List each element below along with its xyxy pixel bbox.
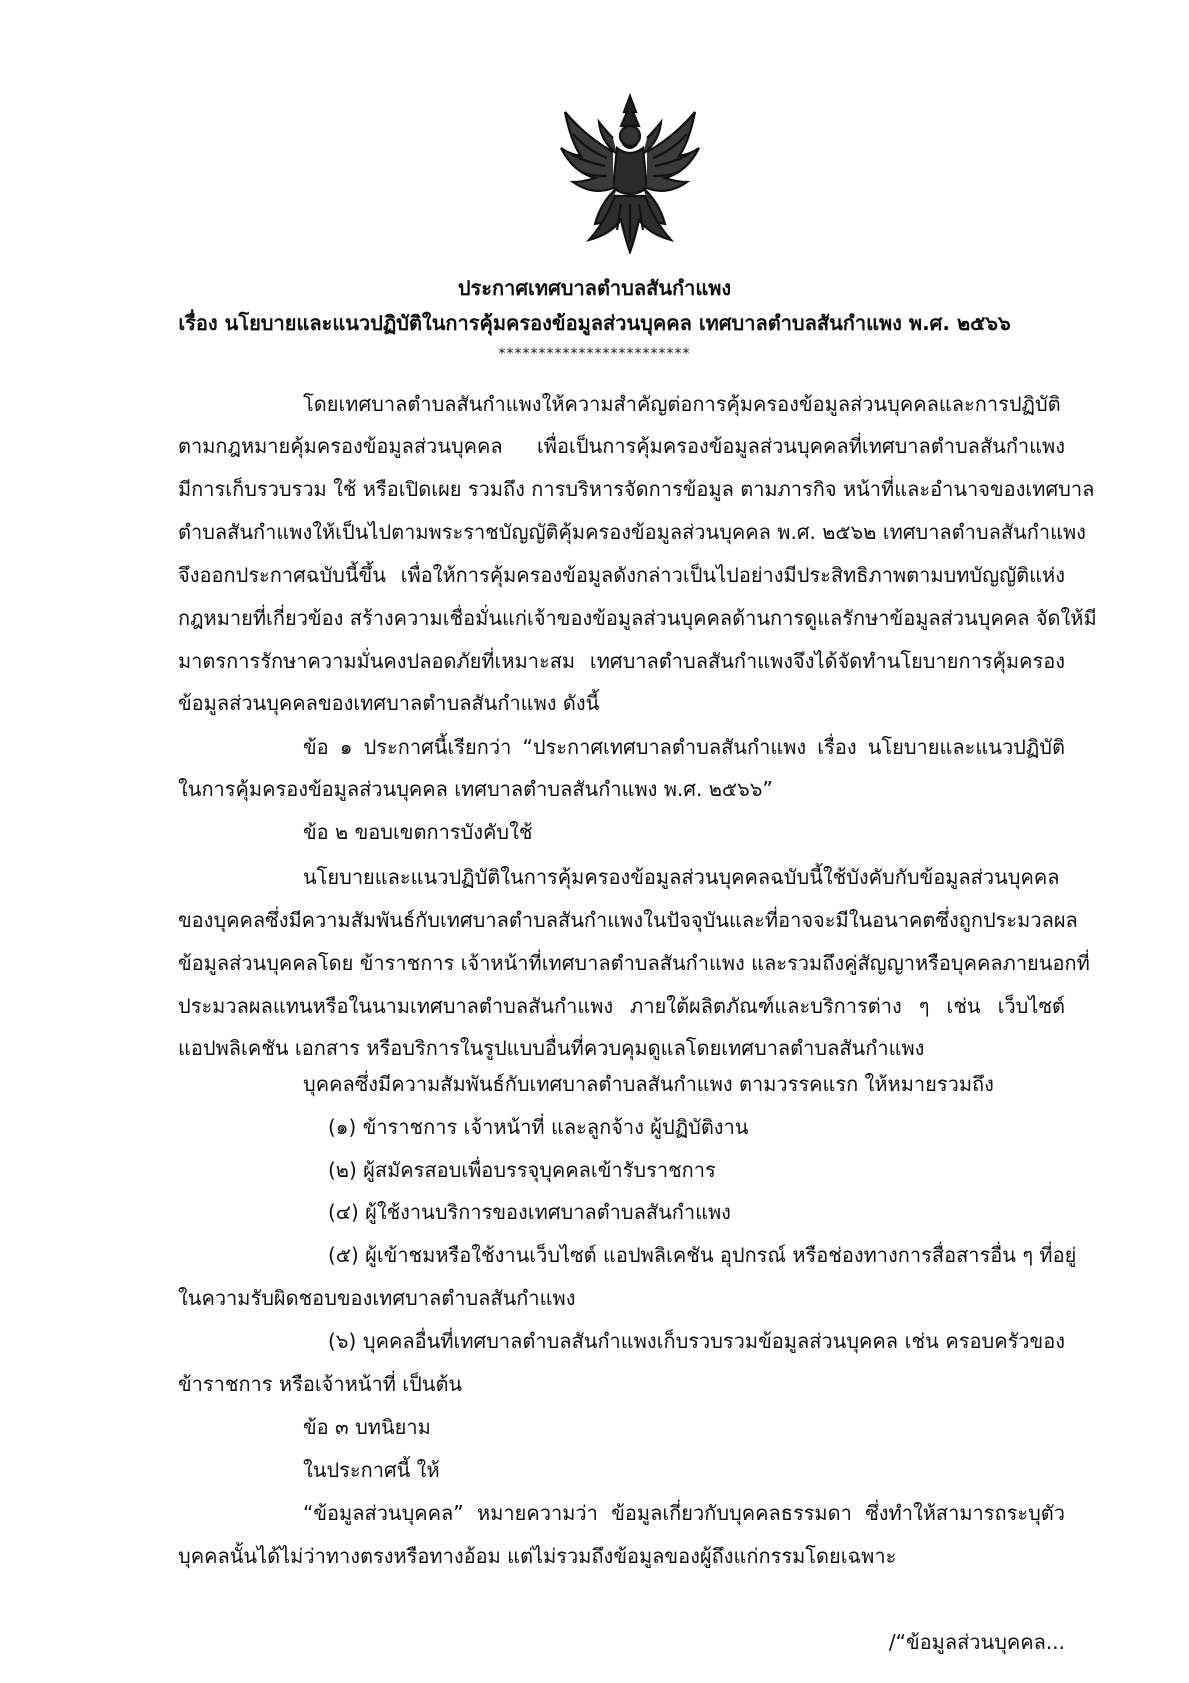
intro-line-8: ข้อมูลส่วนบุคคลของเทศบาลตำบลสันกำแพง ดังนี้ <box>178 691 600 715</box>
intro-line-6: กฎหมายที่เกี่ยวข้อง สร้างความเชื่อมั่นแก่เจ้าของข้อมูลส่วนบุคคลด้านการดูแลรักษาข้อมูลส่วนบุคคล จัดให้มี <box>178 606 1097 630</box>
agency-heading: ประกาศเทศบาลตำบลสันกำแพง <box>457 276 732 300</box>
clause3-intro: ในประกาศนี้ ให้ <box>303 1458 440 1482</box>
clause2-heading: ข้อ ๒ ขอบเขตการบังคับใช้ <box>303 820 533 844</box>
intro-line-4: ตำบลสันกำแพงให้เป็นไปตามพระราชบัญญัติคุ้มครองข้อมูลส่วนบุคคล พ.ศ. ๒๕๖๒ เทศบาลตำบลสันกำแพง <box>178 520 1086 544</box>
item-6-line-2: ข้าราชการ หรือเจ้าหน้าที่ เป็นต้น <box>178 1372 463 1396</box>
clause2-line-2: ของบุคคลซึ่งมีความสัมพันธ์กับเทศบาลตำบลสันกำแพงในปัจจุบันและที่อาจจะมีในอนาคตซึ่งถูกประมวลผล <box>178 908 1078 932</box>
item-5-line-2: ในความรับผิดชอบของเทศบาลตำบลสันกำแพง <box>178 1286 576 1310</box>
intro-line-2: ตามกฎหมายคุ้มครองข้อมูลส่วนบุคคล เพื่อเป็นการคุ้มครองข้อมูลส่วนบุคคลที่เทศบาลตำบลสันกำแพง <box>178 434 1065 458</box>
item-6-line-1: (๖) บุคคลอื่นที่เทศบาลตำบลสันกำแพงเก็บรวบรวมข้อมูลส่วนบุคคล เช่น ครอบครัวของ <box>328 1329 1065 1353</box>
title-divider: ************************ <box>498 346 691 362</box>
definition-line-2: บุคคลนั้นได้ไม่ว่าทางตรงหรือทางอ้อม แต่ไม่รวมถึงข้อมูลของผู้ถึงแก่กรรมโดยเฉพาะ <box>178 1544 897 1568</box>
clause1-line-1: ข้อ ๑ ประกาศนี้เรียกว่า “ประกาศเทศบาลตำบลสันกำแพง เรื่อง นโยบายและแนวปฏิบัติ <box>303 735 1065 759</box>
item-4: (๔) ผู้ใช้งานบริการของเทศบาลตำบลสันกำแพง <box>328 1200 731 1224</box>
clause2-line-1: นโยบายและแนวปฏิบัติในการคุ้มครองข้อมูลส่วนบุคคลฉบับนี้ใช้บังคับกับข้อมูลส่วนบุคคล <box>303 865 1060 889</box>
clause2-line-3: ข้อมูลส่วนบุคคลโดย ข้าราชการ เจ้าหน้าที่เทศบาลตำบลสันกำแพง และรวมถึงคู่สัญญาหรือบุคคลภายนอกที่ <box>178 951 1090 975</box>
item-5-line-1: (๕) ผู้เข้าชมหรือใช้งานเว็บไซต์ แอปพลิเคชัน อุปกรณ์ หรือช่องทางการสื่อสารอื่น ๆ ที่อยู่ <box>328 1243 1077 1267</box>
page-continuation: /“ข้อมูลส่วนบุคคล... <box>888 1630 1065 1654</box>
related-intro: บุคคลซึ่งมีความสัมพันธ์กับเทศบาลตำบลสันกำแพง ตามวรรคแรก ให้หมายรวมถึง <box>303 1072 994 1096</box>
garuda-emblem-icon <box>555 92 705 254</box>
clause2-line-5: แอปพลิเคชัน เอกสาร หรือบริการในรูปแบบอื่นที่ควบคุมดูแลโดยเทศบาลตำบลสันกำแพง <box>178 1036 925 1060</box>
clause2-line-4: ประมวลผลแทนหรือในนามเทศบาลตำบลสันกำแพง ภายใต้ผลิตภัณฑ์และบริการต่าง ๆ เช่น เว็บไซต์ <box>178 994 1065 1018</box>
clause1-line-2: ในการคุ้มครองข้อมูลส่วนบุคคล เทศบาลตำบลสันกำแพง พ.ศ. ๒๕๖๖” <box>178 777 773 801</box>
item-1: (๑) ข้าราชการ เจ้าหน้าที่ และลูกจ้าง ผู้ปฏิบัติงาน <box>328 1115 749 1139</box>
clause3-heading: ข้อ ๓ บทนิยาม <box>303 1415 431 1439</box>
intro-line-7: มาตรการรักษาความมั่นคงปลอดภัยที่เหมาะสม เทศบาลตำบลสันกำแพงจึงได้จัดทำนโยบายการคุ้มครอง <box>178 649 1065 673</box>
definition-line-1: “ข้อมูลส่วนบุคคล” หมายความว่า ข้อมูลเกี่ยวกับบุคคลธรรมดา ซึ่งทำให้สามารถระบุตัว <box>303 1501 1065 1525</box>
intro-line-1: โดยเทศบาลตำบลสันกำแพงให้ความสำคัญต่อการคุ้มครองข้อมูลส่วนบุคคลและการปฏิบัติ <box>303 392 1061 416</box>
document-title: เรื่อง นโยบายและแนวปฏิบัติในการคุ้มครองข้อมูลส่วนบุคคล เทศบาลตำบลสันกำแพง พ.ศ. ๒๕๖๖ <box>178 311 1011 335</box>
intro-line-3: มีการเก็บรวบรวม ใช้ หรือเปิดเผย รวมถึง การบริหารจัดการข้อมูล ตามภารกิจ หน้าที่และอำนาจของเทศบาล <box>178 477 1095 501</box>
item-2: (๒) ผู้สมัครสอบเพื่อบรรจุบุคคลเข้ารับราชการ <box>328 1158 716 1182</box>
intro-line-5: จึงออกประกาศฉบับนี้ขึ้น เพื่อให้การคุ้มครองข้อมูลดังกล่าวเป็นไปอย่างมีประสิทธิภาพตามบทบัญญัติแห่ง <box>178 563 1065 587</box>
